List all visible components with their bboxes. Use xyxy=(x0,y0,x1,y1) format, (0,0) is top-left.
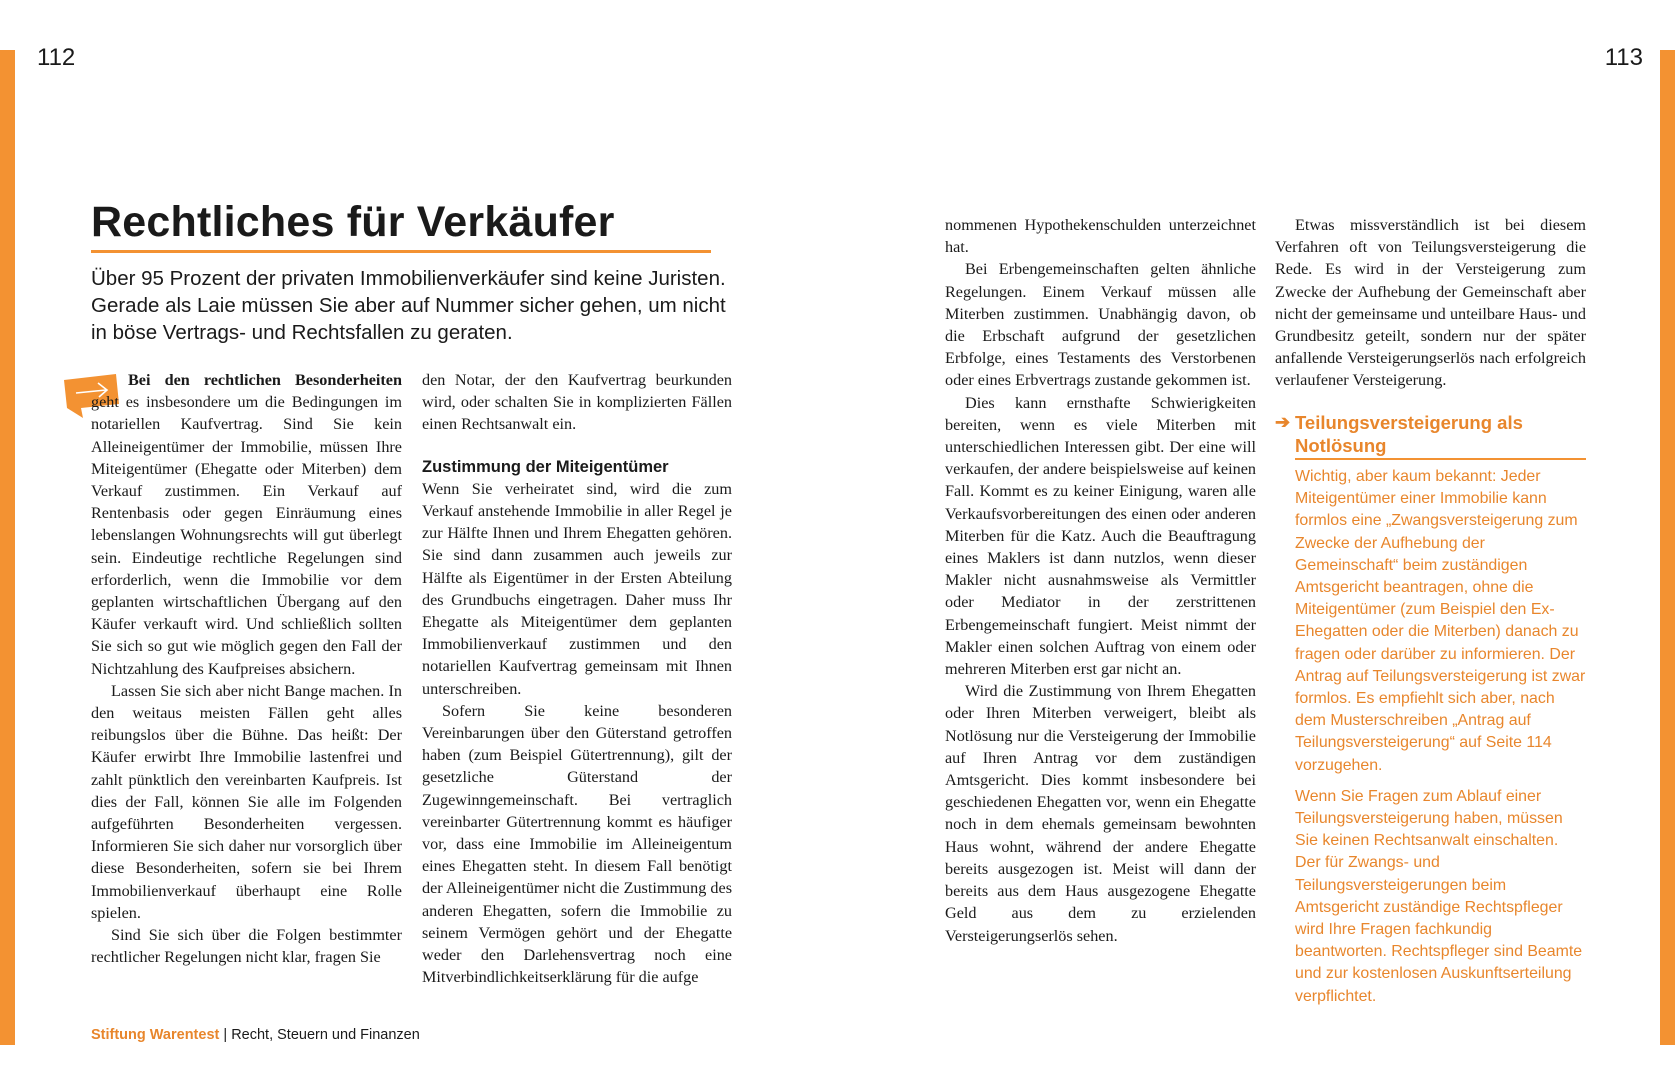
paragraph: Dies kann ernsthafte Schwierigkeiten bereiten, wenn es viele Miterben mit unterschiedlichen Interessen gibt. Der eine will verkaufen, der andere beispielsweise auf keinen Fall. Kommt es zu keiner Einigung, waren alle Verkaufsvorbereitungen des einen oder anderen Miterben für die Katz. Auch die Beauftragung eines Maklers ist dann nutzlos, wenn dieser Makler nicht ausnahmsweise als Vermittler oder Mediator in der zerstrittenen Erbengemeinschaft fungiert. Meist nimmt der Makler einen solchen Auftrag von einem oder mehreren Miterben erst gar nicht an. xyxy=(945,393,1256,679)
text-column-3 xyxy=(945,214,1256,947)
info-paragraph: Wichtig, aber kaum bekannt: Jeder Miteigentümer einer Immobilie kann formlos eine „Zwangsversteigerung zum Zwecke der Aufhebung der Gemeinschaft“ beim zuständigen Amtsgericht beantragen, ohne die Miteigentümer (zum Beispiel den Ex-Ehegatten oder die Miterben) danach zu fragen oder darüber zu informieren. Der Antrag auf Teilungsversteigerung ist zwar formlos. Es empfiehlt sich aber, nach dem Musterschreiben „Antrag auf Teilungsversteigerung“ auf Seite 114 vorzugehen. xyxy=(1295,468,1586,774)
bold-lead-in: Bei den rechtlichen Besonderheiten xyxy=(128,371,402,389)
section-subheading: Zustimmung der Miteigentümer xyxy=(422,457,669,476)
right-edge-bar xyxy=(1660,50,1675,1045)
left-edge-bar xyxy=(0,50,15,1045)
page-number-left: 112 xyxy=(37,44,76,71)
paragraph: den Notar, der den Kaufvertrag beurkunden wird, oder schalten Sie in komplizierten Fällen einen Rechtsanwalt ein. xyxy=(422,371,732,434)
paragraph: Lassen Sie sich aber nicht Bange machen. In den weitaus meisten Fällen geht alles reibungslos über die Bühne. Das heißt: Der Käufer erwirbt Ihre Immobilie lastenfrei und zahlt pünktlich den vereinbarten Kaufpreis. Ist dies der Fall, können Sie alle im Folgenden aufgeführten Besonderheiten vergessen. Informieren Sie sich daher nur vorsorglich über diese Besonderheiten, sofern sie bei Ihrem Immobilienverkauf überhaupt eine Rolle spielen. xyxy=(91,681,402,922)
footer-separator: | xyxy=(219,1027,232,1043)
info-paragraph: Wenn Sie Fragen zum Ablauf einer Teilungsversteigerung haben, müssen Sie keinen Rechtsanwalt einschalten. Der für Zwangs- und Teilungsversteigerungen beim Amtsgericht zuständige Rechtspfleger wird Ihre Fragen fachkundig beantworten. Rechtspfleger sind Beamte und zur kostenlosen Auskunftserteilung verpflichtet. xyxy=(1295,787,1583,1005)
text-column-1 xyxy=(91,369,402,968)
paragraph: Wird die Zustimmung von Ihrem Ehegatten oder Ihren Miterben verweigert, bleibt als Notlösung nur die Versteigerung der Immobilie auf Ihren Antrag vor dem zuständigen Amtsgericht. Dies kommt insbesondere bei geschiedenen Ehegatten vor, wenn ein Ehegatte noch in dem ehemals gemeinsam bewohnten Haus wohnt, während der andere Ehegatte bereits ausgezogen ist. Meist will dann der bereits aus dem Haus ausgezogene Ehegatte Geld aus dem zu erzielenden Versteigerungserlös sehen. xyxy=(945,682,1256,945)
paragraph: Etwas missverständlich ist bei diesem Verfahren oft von Teilungsversteigerung die Rede. Es wird in der Versteigerung zum Zwecke der Aufhebung der Gemeinschaft aber nicht der gemeinsame und unteilbare Haus- und Grundbesitz geteilt, sondern nur der später anfallende Versteigerungserlös nach erfolgreich verlaufener Versteigerung. xyxy=(1275,216,1586,390)
page-title: Rechtliches für Verkäufer xyxy=(91,198,615,246)
footer-brand: Stiftung Warentest xyxy=(91,1027,220,1043)
paragraph: Sofern Sie keine besonderen Vereinbarungen über den Güterstand getroffen haben (zum Beispiel Gütertrennung), gilt der gesetzliche Güterstand der Zugewinngemeinschaft. Bei vertraglich vereinbarter Gütertrennung kommt es häufiger vor, dass eine Immobilie im Alleineigentum eines Ehegatten steht. In diesem Fall benötigt der Alleineigentümer nicht die Zustimmung des anderen Ehegatten, sofern die Immobilie zu seinem Vermögen gehört und der Ehegatte weder den Darlehensvertrag noch eine Mitverbindlichkeitserklärung für die aufge xyxy=(422,701,732,987)
paragraph: Wenn Sie verheiratet sind, wird die zum Verkauf anstehende Immobilie in aller Regel je zur Hälfte Ihnen und Ihrem Ehegatten gehören. Sie sind dann zusammen auch jeweils zur Hälfte als Eigentümer in der Ersten Abteilung des Grundbuchs eingetragen. Daher muss Ihr Ehegatte als Miteigentümer dem geplanten Immobilienverkauf zustimmen und den notariellen Kaufvertrag gemeinsam mit Ihnen unterschreiben. xyxy=(422,479,732,698)
footer-section: Recht, Steuern und Finanzen xyxy=(231,1027,420,1043)
lead-paragraph: Über 95 Prozent der privaten Immobilienverkäufer sind keine Juristen. Gerade als Laie müssen Sie aber auf Nummer sicher gehen, um nicht in böse Vertrags- und Rechtsfallen zu geraten. xyxy=(91,267,726,344)
paragraph: nommenen Hypothekenschulden unterzeichnet hat. xyxy=(945,216,1256,257)
paragraph xyxy=(91,369,402,680)
info-box-title: Teilungsversteigerung als Notlösung xyxy=(1295,411,1586,460)
info-box-body xyxy=(1295,466,1586,1008)
arrow-right-icon: ➔ xyxy=(1275,412,1291,432)
text-column-4 xyxy=(1275,214,1586,392)
paragraph: Sind Sie sich über die Folgen bestimmter rechtlicher Regelungen nicht klar, fragen Sie xyxy=(91,926,402,967)
page-footer xyxy=(91,1027,420,1043)
info-box-heading xyxy=(1275,411,1586,460)
page-number-right: 113 xyxy=(1604,44,1643,71)
text-column-2 xyxy=(422,369,732,988)
info-box xyxy=(1275,411,1586,1017)
paragraph-text: geht es insbesondere um die Bedingungen im notariellen Kaufvertrag. Sind Sie kein Alleineigentümer der Immobilie, müssen Ihre Miteigentümer (Ehegatte oder Miterben) dem Verkauf zustimmen. Ein Verkauf auf Rentenbasis oder gegen Einräumung eines lebenslangen Wohnungsrechts will gut überlegt sein. Eindeutige rechtliche Regelungen sind erforderlich, wenn die Immobilie vor dem geplanten wirtschaftlichen Übergang auf den Käufer verkauft wird. Und schließlich sollten Sie sich so gut wie möglich gegen den Fall der Nichtzahlung des Kaufpreises absichern. xyxy=(91,393,402,678)
paragraph: Bei Erbengemeinschaften gelten ähnliche Regelungen. Einem Verkauf müssen alle Miterben zustimmen. Unabhängig davon, ob die Erbschaft aufgrund der gesetzlichen Erbfolge, eines Testaments des Verstorbenen oder eines Erbvertrags zustande gekommen ist. xyxy=(945,260,1256,390)
title-underline xyxy=(91,250,711,253)
